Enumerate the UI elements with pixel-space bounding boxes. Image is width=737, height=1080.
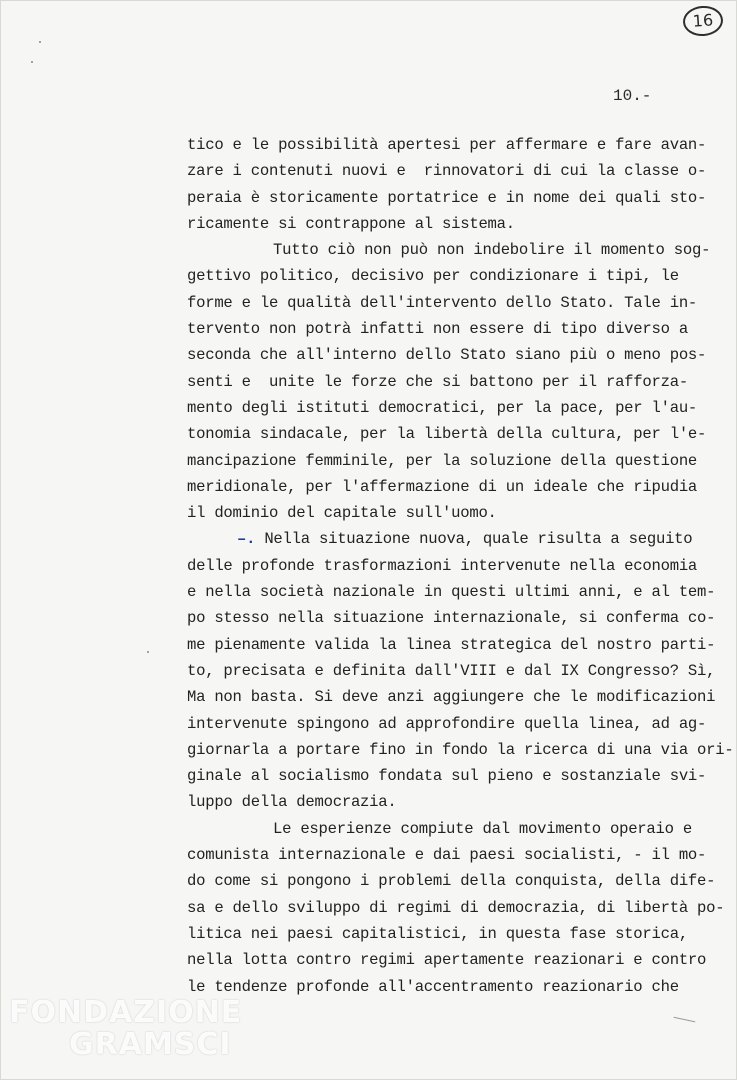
text-line: zare i contenuti nuovi e rinnovatori di cui la classe o- — [187, 162, 707, 181]
paragraph-1 — [187, 132, 707, 237]
archive-watermark — [9, 997, 242, 1061]
text-line: e nella società nazionale in questi ultimi anni, e al tem- — [187, 583, 716, 602]
text-line: Tutto ciò non può non indebolire il momento sog- — [273, 241, 711, 260]
text-line: nella lotta contro regimi apertamente reazionari e contro — [187, 951, 707, 970]
pencil-stroke-mark — [673, 1017, 696, 1026]
paper-speck — [31, 61, 33, 63]
paragraph-3 — [187, 526, 734, 815]
text-line: il dominio del capitale sull'uomo. — [187, 504, 497, 523]
paragraph-2 — [187, 237, 711, 526]
text-line: sa e dello sviluppo di regimi di democrazia, di libertà po- — [187, 898, 725, 917]
text-line: do come si pongono i problemi della conquista, della dife- — [187, 872, 716, 891]
paper-speck — [147, 651, 149, 653]
text-line: delle profonde trasformazioni intervenute nella economia — [187, 556, 698, 575]
text-line: tervento non potrà infatti non essere di tipo diverso a — [187, 320, 688, 339]
text-line: gettivo politico, decisivo per condizionare i tipi, le — [187, 267, 679, 286]
text-line-with-marker — [187, 526, 707, 552]
text-line: giornarla a portare fino in fondo la ricerca di una via ori- — [187, 740, 734, 759]
text-line: to, precisata e definita dall'VIII e dal IX Congresso? Sì, — [187, 661, 716, 680]
text-line: Ma non basta. Si deve anzi aggiungere che le modificazioni — [187, 688, 716, 707]
text-line: mancipazione femminile, per la soluzione della questione — [187, 451, 698, 470]
text-line: peraia è storicamente portatrice e in nome dei quali sto- — [187, 188, 707, 207]
archive-page-number: 16 — [682, 5, 724, 38]
text-line: intervenute spingono ad approfondire quella linea, ad ag- — [187, 714, 707, 733]
watermark-line-1: FONDAZIONE — [9, 995, 243, 1030]
text-line: mento degli istituti democratici, per la pace, per l'au- — [187, 398, 698, 417]
text-line: forme e le qualità dell'intervento dello Stato. Tale in- — [187, 293, 698, 312]
text-line: tonomia sindacale, per la libertà della cultura, per l'e- — [187, 425, 707, 444]
text-line: comunista internazionale e dai paesi socialisti, - il mo- — [187, 846, 707, 865]
text-line: po stesso nella situazione internazionale, si conferma co- — [187, 609, 716, 628]
text-line: ginale al socialismo fondata sul pieno e sostanziale svi- — [187, 767, 707, 786]
text-line: litica nei paesi capitalistici, in questa fase storica, — [187, 924, 688, 943]
text-line: le tendenze profonde all'accentramento reazionario che — [187, 977, 679, 996]
text-line: tico e le possibilità apertesi per affermare e fare avan- — [187, 136, 707, 154]
handwritten-section-marker: –. — [237, 530, 256, 549]
text-line: ricamente si contrappone al sistema. — [187, 214, 515, 233]
text-line: meridionale, per l'affermazione di un ideale che ripudia — [187, 477, 698, 496]
typed-page-number: 10.- — [613, 87, 652, 105]
watermark-line-2: GRAMSCI — [69, 1027, 232, 1062]
text-line-content: Nella situazione nuova, quale risulta a seguito — [264, 530, 693, 549]
text-line: Le esperienze compiute dal movimento operaio e — [273, 819, 692, 838]
text-line: luppo della democrazia. — [187, 793, 397, 812]
text-line: seconda che all'interno dello Stato siano più o meno pos- — [187, 346, 707, 365]
typewritten-body — [187, 132, 734, 1000]
paragraph-4 — [187, 816, 725, 1000]
text-line: me pienamente valida la linea strategica del nostro parti- — [187, 635, 716, 654]
paper-speck — [39, 41, 41, 43]
text-line: senti e unite le forze che si battono per il rafforza- — [187, 372, 688, 391]
